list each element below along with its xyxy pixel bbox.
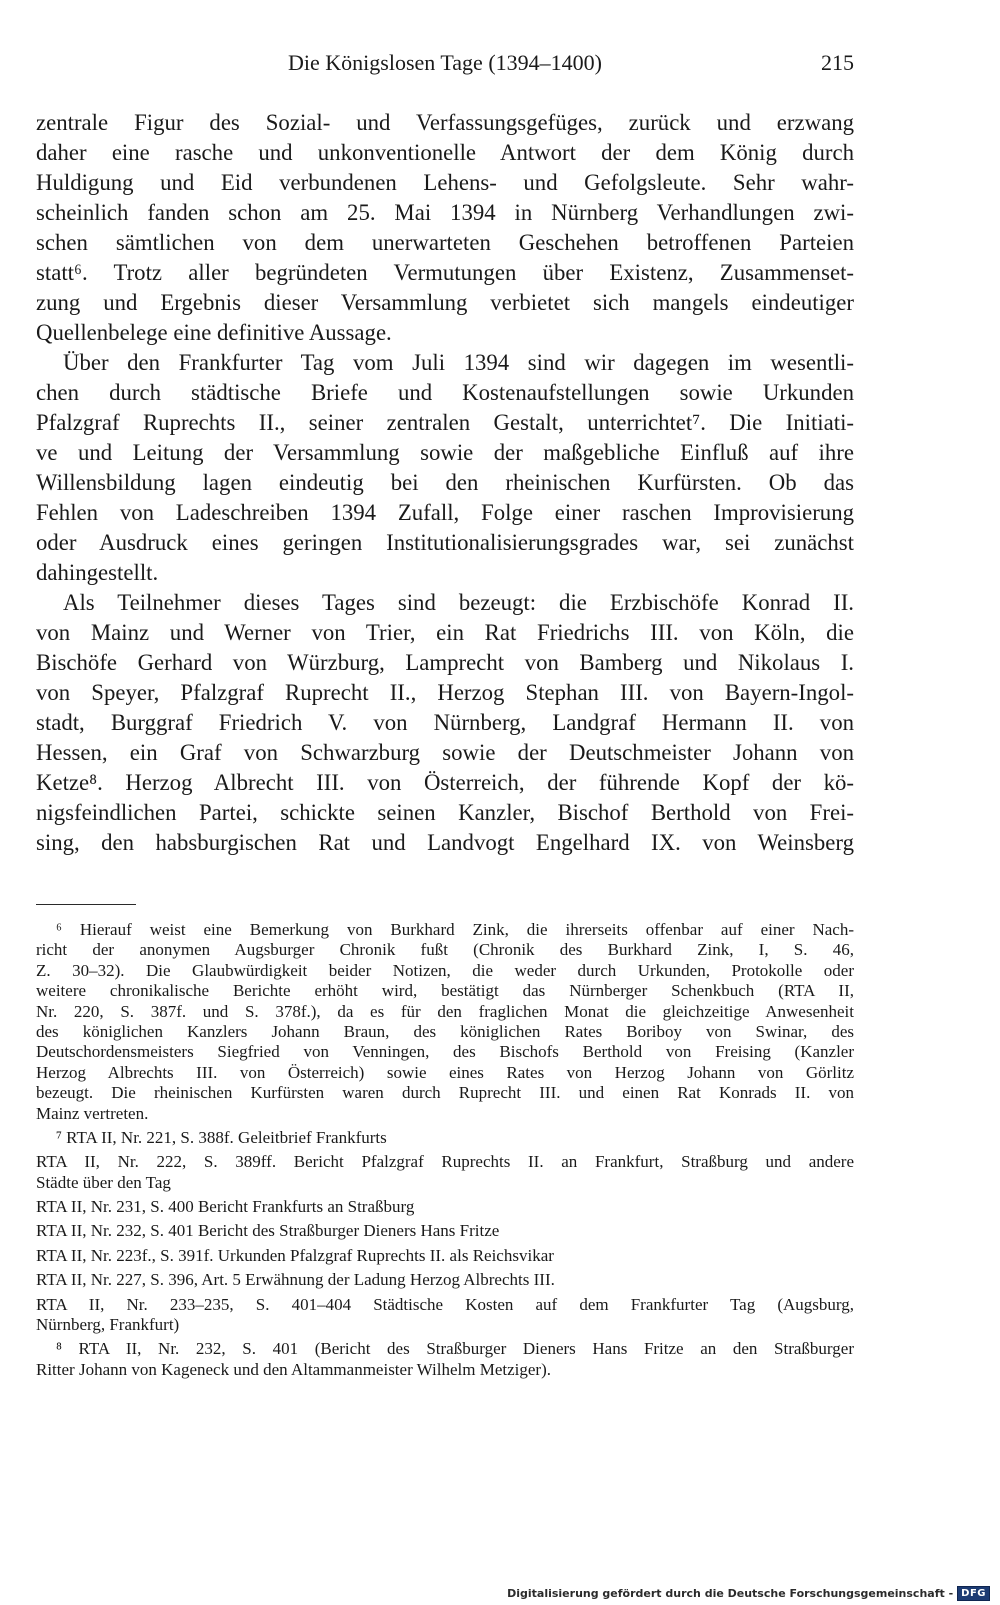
footnote-line: bezeugt. Die rheinischen Kurfürsten waren durch Ruprecht III. und einen Rat Konrads II. von: [36, 1083, 854, 1103]
body-line: von Speyer, Pfalzgraf Ruprecht II., Herzog Stephan III. von Bayern-Ingol-: [36, 680, 854, 705]
footnote-line: Z. 30–32). Die Glaubwürdigkeit beider Notizen, die weder durch Urkunden, Protokolle oder: [36, 960, 854, 980]
footnotes: [36, 920, 854, 1380]
body-line: nigsfeindlichen Partei, schickte seinen Kanzler, Bischof Berthold von Frei-: [36, 800, 854, 825]
footnote-line: Mainz vertreten.: [36, 1103, 149, 1123]
footnote-line: Städte über den Tag: [36, 1172, 171, 1192]
body-line: Huldigung und Eid verbundenen Lehens- und Gefolgsleute. Sehr wahr-: [36, 170, 854, 195]
footnote-line: RTA II, Nr. 233–235, S. 401–404 Städtische Kosten auf dem Frankfurter Tag (Augsburg,: [36, 1294, 854, 1314]
body-line: Quellenbelege eine definitive Aussage.: [36, 320, 392, 345]
footnote-line: Herzog Albrechts III. von Österreich) sowie eines Rates von Herzog Johann von Görlitz: [36, 1062, 854, 1082]
body-line: oder Ausdruck eines geringen Institutionalisierungsgrades war, sei zunächst: [36, 530, 854, 555]
body-line: zung und Ergebnis dieser Versammlung verbietet sich mangels eindeutiger: [36, 290, 854, 315]
footnote-rule: [36, 904, 136, 905]
body-line: von Mainz und Werner von Trier, ein Rat Friedrichs III. von Köln, die: [36, 620, 854, 645]
body-line: Bischöfe Gerhard von Würzburg, Lamprecht von Bamberg und Nikolaus I.: [36, 650, 854, 675]
footnote-line: RTA II, Nr. 223f., S. 391f. Urkunden Pfalzgraf Ruprechts II. als Reichsvikar: [36, 1245, 554, 1265]
body-line: ve und Leitung der Versammlung sowie der maßgebliche Einfluß auf ihre: [36, 440, 854, 465]
body-line: daher eine rasche und unkonventionelle Antwort der dem König durch: [36, 140, 854, 165]
footnote-line: Ritter Johann von Kageneck und den Altammanmeister Wilhelm Metziger).: [36, 1359, 552, 1379]
body-line: Ketze⁸. Herzog Albrecht III. von Österreich, der führende Kopf der kö-: [36, 770, 854, 795]
body-line: Pfalzgraf Ruprechts II., seiner zentralen Gestalt, unterrichtet⁷. Die Initiati-: [36, 410, 854, 435]
body-line: Hessen, ein Graf von Schwarzburg sowie der Deutschmeister Johann von: [36, 740, 854, 765]
footnote-line: RTA II, Nr. 222, S. 389ff. Bericht Pfalzgraf Ruprechts II. an Frankfurt, Straßburg und andere: [36, 1152, 854, 1172]
footnote-line: RTA II, Nr. 231, S. 400 Bericht Frankfurts an Straßburg: [36, 1197, 415, 1217]
footnote-line: ⁶ Hierauf weist eine Bemerkung von Burkhard Zink, die ihrerseits offenbar auf einer Nach-: [56, 920, 854, 939]
body-line: chen durch städtische Briefe und Kostenaufstellungen sowie Urkunden: [36, 380, 854, 405]
footnote-line: Nr. 220, S. 387f. und S. 378f.), da es für den fraglichen Monat die gleichzeitige Anwesenheit: [36, 1001, 854, 1021]
body-line: Fehlen von Ladeschreiben 1394 Zufall, Folge einer raschen Improvisierung: [36, 500, 854, 525]
footnote-line: weitere chronikalische Berichte erhöht wird, bestätigt das Nürnberger Schenkbuch (RTA II,: [36, 981, 854, 1001]
body-line: sing, den habsburgischen Rat und Landvogt Engelhard IX. von Weinsberg: [36, 830, 854, 855]
page-number: 215: [821, 50, 854, 75]
footnote-line: ⁸ RTA II, Nr. 232, S. 401 (Bericht des Straßburger Dieners Hans Fritze an den Straßburger: [56, 1339, 854, 1359]
running-title: Die Königslosen Tage (1394–1400): [288, 50, 602, 75]
body-line: Willensbildung lagen eindeutig bei den rheinischen Kurfürsten. Ob das: [36, 470, 854, 495]
running-head: [36, 50, 854, 84]
footnote-line: richt der anonymen Augsburger Chronik fußt (Chronik des Burkhard Zink, I, S. 46,: [36, 940, 854, 960]
footnote-line: des königlichen Kanzlers Johann Braun, des königlichen Rates Boriboy von Swinar, des: [36, 1021, 854, 1041]
body-line: zentrale Figur des Sozial- und Verfassungsgefüges, zurück und erzwang: [36, 110, 854, 135]
body-line: Über den Frankfurter Tag vom Juli 1394 sind wir dagegen im wesentli-: [63, 350, 854, 375]
footnote-line: ⁷ RTA II, Nr. 221, S. 388f. Geleitbrief Frankfurts: [56, 1127, 387, 1147]
body-line: stadt, Burggraf Friedrich V. von Nürnberg, Landgraf Hermann II. von: [36, 710, 854, 735]
digitization-footer: [507, 1585, 990, 1601]
dfg-logo-icon: DFG: [957, 1586, 990, 1601]
body-text: [36, 108, 854, 858]
body-line: dahingestellt.: [36, 560, 159, 585]
footnote-line: RTA II, Nr. 232, S. 401 Bericht des Straßburger Dieners Hans Fritze: [36, 1221, 500, 1241]
body-line: schen sämtlichen von dem unerwarteten Geschehen betroffenen Parteien: [36, 230, 854, 255]
footnote-line: Deutschordensmeisters Siegfried von Venningen, des Bischofs Berthold von Freising (Kanzler: [36, 1042, 854, 1062]
body-line: statt⁶. Trotz aller begründeten Vermutungen über Existenz, Zusammenset-: [36, 260, 854, 285]
footnote-line: Nürnberg, Frankfurt): [36, 1315, 180, 1335]
footer-credit: Digitalisierung gefördert durch die Deutsche Forschungsgemeinschaft -: [507, 1586, 954, 1600]
body-line: scheinlich fanden schon am 25. Mai 1394 in Nürnberg Verhandlungen zwi-: [36, 200, 854, 225]
footnote-line: RTA II, Nr. 227, S. 396, Art. 5 Erwähnung der Ladung Herzog Albrechts III.: [36, 1270, 555, 1290]
body-line: Als Teilnehmer dieses Tages sind bezeugt: die Erzbischöfe Konrad II.: [63, 590, 854, 615]
